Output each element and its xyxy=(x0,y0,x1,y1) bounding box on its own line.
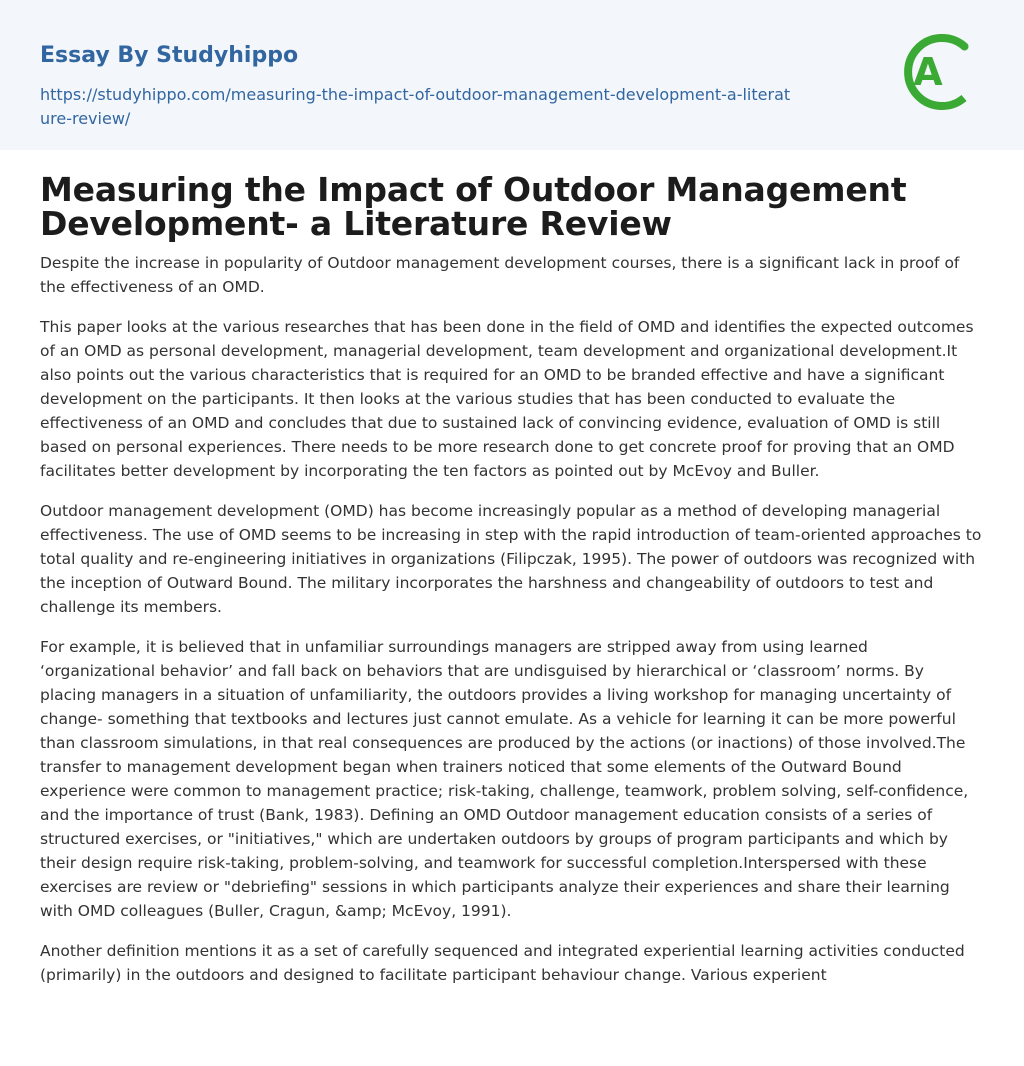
paragraph: Outdoor management development (OMD) has become increasingly popular as a method of developing managerial effectiveness. The use of OMD seems to be increasing in step with the rapid introduction of team-oriented approaches to total quality and re-engineering initiatives in organizations (Filipczak, 1995). The power of outdoors was recognized with the inception of Outward Bound. The military incorporates the harshness and changeability of outdoors to test and challenge its members. xyxy=(40,502,982,616)
site-header xyxy=(0,0,1024,150)
studyhippo-logo-icon[interactable] xyxy=(900,30,984,114)
paragraph: Despite the increase in popularity of Outdoor management development courses, there is a significant lack in proof of the effectiveness of an OMD. xyxy=(40,254,960,296)
logo-letter: A xyxy=(913,50,943,94)
article xyxy=(0,150,1024,987)
paragraph: For example, it is believed that in unfamiliar surroundings managers are stripped away from using learned ‘organizational behavior’ and fall back on behaviors that are undisguised by hierarchical or ‘classroom’ norms. By placing managers in a situation of unfamiliarity, the outdoors provides a living workshop for managing uncertainty of change- something that textbooks and lectures just cannot emulate. As a vehicle for learning it can be more powerful than classroom simulations, in that real consequences are produced by the actions (or inactions) of those involved.The transfer to management development began when trainers noticed that some elements of the Outward Bound experience were common to management practice; risk-taking, challenge, teamwork, problem solving, self-confidence, and the importance of trust (Bank, 1983). Defining an OMD Outdoor management education consists of a series of structured exercises, or "initiatives," which are undertaken outdoors by groups of program participants and which by their design require risk-taking, problem-solving, and teamwork for successful completion.Interspersed with these exercises are review or "debriefing" sessions in which participants analyze their experiences and share their learning with OMD colleagues (Buller, Cragun, &amp; McEvoy, 1991). xyxy=(40,638,969,920)
brand-title[interactable]: Essay By Studyhippo xyxy=(40,43,299,68)
source-link[interactable]: https://studyhippo.com/measuring-the-impact-of-outdoor-management-development-a-literature-review/ xyxy=(40,85,791,128)
paragraph: This paper looks at the various researches that has been done in the field of OMD and identifies the expected outcomes of an OMD as personal development, managerial development, team development and organizational development.It also points out the various characteristics that is required for an OMD to be branded effective and have a significant development on the participants. It then looks at the various studies that has been conducted to evaluate the effectiveness of an OMD and concludes that due to sustained lack of convincing evidence, evaluation of OMD is still based on personal experiences. There needs to be more research done to get concrete proof for proving that an OMD facilitates better development by incorporating the ten factors as pointed out by McEvoy and Buller. xyxy=(40,318,974,480)
paragraph: Another definition mentions it as a set of carefully sequenced and integrated experiential learning activities conducted (primarily) in the outdoors and designed to facilitate participant behaviour change. Various experient xyxy=(40,942,965,984)
page-title: Measuring the Impact of Outdoor Management Development- a Literature Review xyxy=(40,170,907,243)
